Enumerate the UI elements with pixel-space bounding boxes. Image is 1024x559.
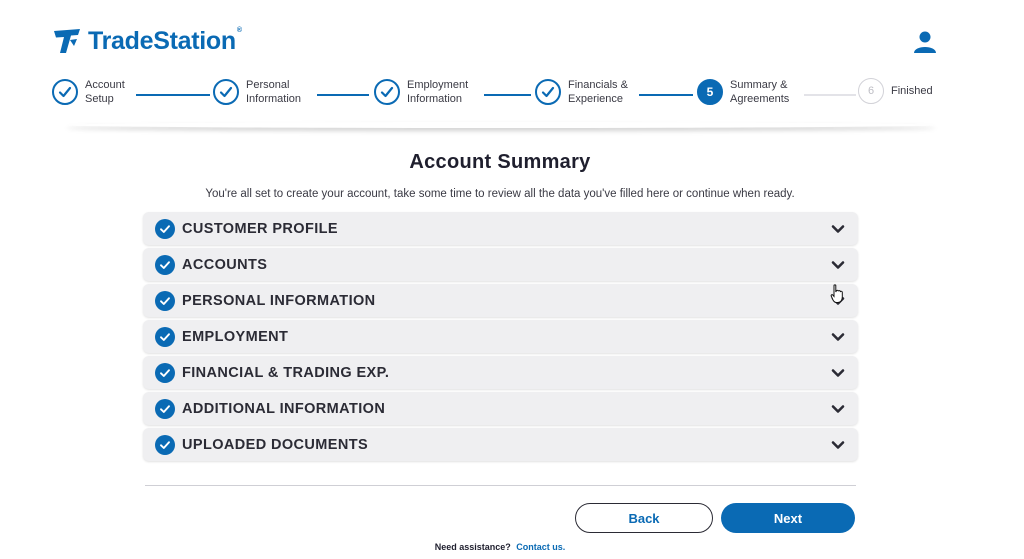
section-label: ADDITIONAL INFORMATION (182, 400, 386, 417)
check-circle-icon (155, 219, 175, 239)
step-account-setup[interactable] (52, 78, 125, 106)
section-additional-information[interactable] (143, 392, 858, 425)
brand-name: TradeStation® (88, 26, 242, 55)
step-label: Financials & Experience (568, 79, 628, 105)
section-customer-profile[interactable] (143, 212, 858, 245)
chevron-down-icon[interactable] (831, 296, 845, 306)
check-circle-icon (155, 255, 175, 275)
step-label: Account Setup (85, 79, 125, 105)
chevron-down-icon[interactable] (831, 260, 845, 270)
check-circle-icon (155, 363, 175, 383)
step-connector (136, 94, 210, 96)
check-circle-icon (155, 327, 175, 347)
section-label: PERSONAL INFORMATION (182, 292, 376, 309)
tradestation-logo-icon (52, 26, 82, 56)
step-connector (317, 94, 369, 96)
step-employment-information[interactable] (374, 78, 468, 106)
section-label: EMPLOYMENT (182, 328, 289, 345)
step-number-badge: 5 (697, 79, 723, 105)
step-connector (484, 94, 531, 96)
step-connector (639, 94, 693, 96)
step-label: Summary & Agreements (730, 79, 790, 105)
section-personal-information[interactable] (143, 284, 858, 317)
registered-mark: ® (236, 26, 242, 34)
check-icon (213, 79, 239, 105)
chevron-down-icon[interactable] (831, 224, 845, 234)
chevron-down-icon[interactable] (831, 332, 845, 342)
section-label: ACCOUNTS (182, 256, 268, 273)
contact-us-link[interactable]: Contact us. (516, 542, 566, 552)
summary-sections (143, 212, 858, 464)
section-uploaded-documents[interactable] (143, 428, 858, 461)
page-title: Account Summary (409, 151, 591, 173)
step-label: Finished (891, 85, 933, 97)
chevron-down-icon[interactable] (831, 404, 845, 414)
check-circle-icon (155, 435, 175, 455)
check-circle-icon (155, 291, 175, 311)
section-employment[interactable] (143, 320, 858, 353)
step-connector (804, 94, 856, 96)
check-icon (52, 79, 78, 105)
check-icon (374, 79, 400, 105)
step-label: Employment Information (407, 79, 469, 105)
next-button[interactable]: Next (721, 503, 855, 533)
step-summary-agreements[interactable] (697, 78, 789, 106)
section-label: UPLOADED DOCUMENTS (182, 436, 369, 453)
section-financial-trading-exp[interactable] (143, 356, 858, 389)
header-divider (66, 122, 936, 128)
assistance-text: Need assistance? (434, 542, 511, 552)
chevron-down-icon[interactable] (831, 440, 845, 450)
step-personal-information[interactable] (213, 78, 301, 106)
check-icon (535, 79, 561, 105)
page-subtitle: You're all set to create your account, take some time to review all the data you've filled here or continue when ready. (205, 188, 795, 200)
section-label: FINANCIAL & TRADING EXP. (182, 364, 390, 381)
back-button[interactable]: Back (575, 503, 713, 533)
progress-stepper (52, 78, 952, 110)
step-number-badge: 6 (858, 78, 884, 104)
step-label: Personal Information (246, 79, 302, 105)
check-circle-icon (155, 399, 175, 419)
user-icon[interactable] (911, 30, 939, 54)
assistance-footer (0, 542, 1000, 552)
step-finished (858, 78, 933, 104)
content-divider (145, 485, 856, 486)
section-label: CUSTOMER PROFILE (182, 220, 338, 237)
chevron-down-icon[interactable] (831, 368, 845, 378)
tradestation-logo[interactable] (52, 26, 242, 56)
step-financials-experience[interactable] (535, 78, 628, 106)
section-accounts[interactable] (143, 248, 858, 281)
